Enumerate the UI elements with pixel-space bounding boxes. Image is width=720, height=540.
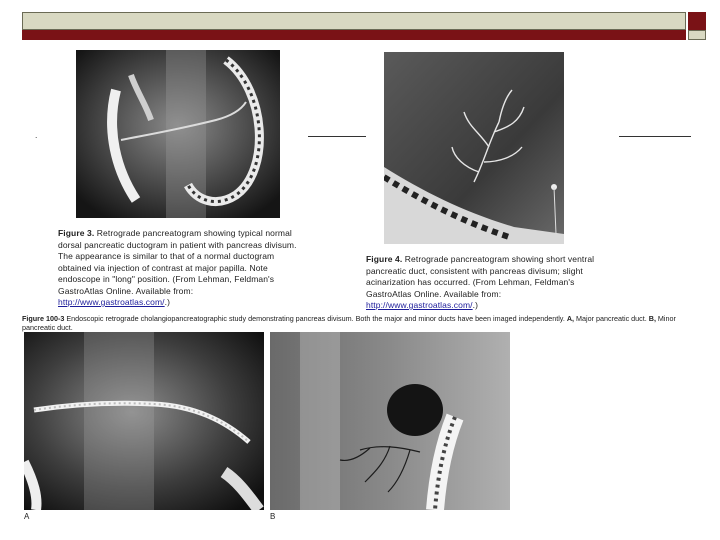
figure100-b-label: B, xyxy=(648,314,656,323)
divider-right xyxy=(619,136,691,137)
figure100-a-label: A, xyxy=(566,314,575,323)
panel-b-label: B xyxy=(270,512,276,521)
figure100-caption xyxy=(22,314,698,332)
figure4-caption-text: Retrograde pancreatogram showing short ventral pancreatic duct, consistent with pancreas divisum; slight acinarization has occurred. (From Lehman, Feldman's GastroAtlas Online. Available from: xyxy=(366,254,595,299)
figure100-b-text: Minor pancreatic duct. xyxy=(22,314,676,332)
figure4-xray-image xyxy=(384,52,564,244)
title-band xyxy=(22,12,686,30)
corner-square-light xyxy=(688,30,706,40)
figure4-label: Figure 4. xyxy=(366,254,403,264)
figure4-source-link[interactable]: http://www.gastroatlas.com/ xyxy=(366,300,473,310)
panel-a-label: A xyxy=(24,512,30,521)
figure3-caption-tail: .) xyxy=(164,297,171,307)
figure100-label: Figure 100-3 xyxy=(22,314,65,323)
figure3-source-link[interactable]: http://www.gastroatlas.com/ xyxy=(58,297,165,307)
figure3-xray-image xyxy=(76,50,280,218)
accent-band xyxy=(22,30,686,40)
figure4-caption xyxy=(366,254,610,312)
figure3-caption-text: Retrograde pancreatogram showing typical normal dorsal pancreatic ductogram in patient with pancreas divisum. The appearance is similar to that of a normal ductogram obtained via injection of contrast at major papilla. Note endoscope in "long" position. (From Lehman, Feldman's GastroAtlas Online. Available from: xyxy=(58,228,297,296)
figure100-a-text: Major pancreatic duct. xyxy=(574,314,649,323)
stray-mark: . xyxy=(35,130,38,140)
figure3-label: Figure 3. xyxy=(58,228,95,238)
figure4-caption-tail: .) xyxy=(472,300,479,310)
figure100-caption-text: Endoscopic retrograde cholangiopancreatographic study demonstrating pancreas divisum. Both the major and minor ducts have been imaged independently. xyxy=(64,314,567,323)
divider-left xyxy=(308,136,366,137)
figure3-caption xyxy=(58,228,298,309)
corner-square-accent xyxy=(688,12,706,30)
panel-a-xray-image xyxy=(24,332,264,510)
panel-b-xray-image xyxy=(270,332,510,510)
